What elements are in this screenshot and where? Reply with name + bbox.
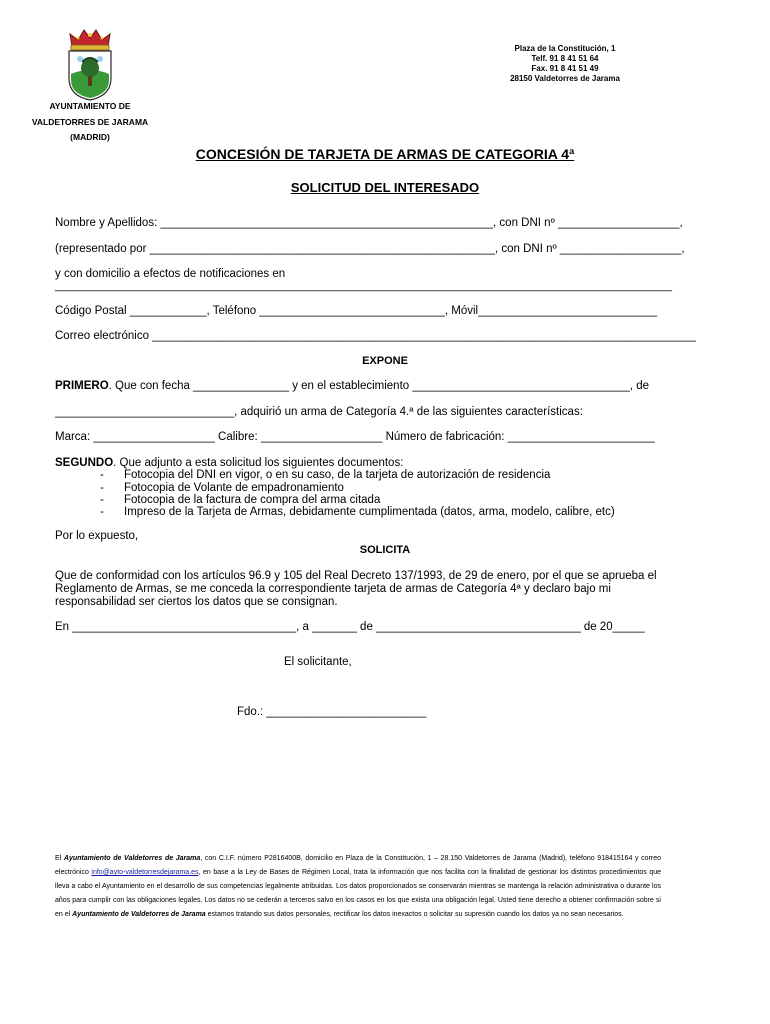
document-item	[100, 494, 380, 506]
solicita-heading: SOLICITA	[359, 544, 411, 556]
ayto-line-3: (MADRID)	[70, 132, 110, 142]
primero-text: . Que con fecha _______________ y en el establecimiento __________________________________, de	[108, 380, 650, 392]
document-item	[100, 469, 550, 481]
marca-calibre-field[interactable]: Marca: ___________________ Calibre: ___________________ Número de fabricación: _______________________	[55, 431, 655, 443]
address-phone: Telf. 91 8 41 51 64	[531, 54, 599, 63]
document-item	[100, 506, 615, 518]
expone-heading: EXPONE	[362, 355, 408, 367]
segundo-label: SEGUNDO	[55, 457, 114, 469]
legal-ayto-name: Ayuntamiento de Valdetorres de Jarama	[63, 855, 201, 862]
bullet-dash: -	[100, 506, 104, 518]
primero-line-2[interactable]: ____________________________, adquirió un arma de Categoría 4.ª de las siguientes características:	[55, 406, 583, 418]
bullet-dash: -	[100, 494, 104, 506]
legal-text: El	[55, 855, 64, 862]
address-fax: Fax. 91 8 41 51 49	[531, 64, 599, 73]
codigo-postal-field[interactable]: Código Postal ____________, Teléfono _____________________________, Móvil____________________________	[55, 305, 658, 317]
document-item	[100, 482, 344, 494]
domicilio-label: y con domicilio a efectos de notificaciones en	[55, 268, 286, 280]
legal-text: , con C.I.F. número P2816400B, domicilio en Plaza de la Constitución, 1 – 28.150 Valdetorres de Jarama (Madrid), teléfono 918415164 y correo electrónico	[55, 855, 661, 876]
address-block	[470, 44, 660, 84]
primero-line[interactable]	[55, 380, 649, 392]
solicitante-label: El solicitante,	[284, 656, 352, 668]
email-link[interactable]: info@ayto-valdetorresdejarama.es	[91, 869, 199, 876]
document-item-text: Fotocopia de la factura de compra del arma citada	[124, 494, 381, 506]
segundo-line	[55, 457, 403, 469]
representado-field[interactable]: (representado por ______________________________________________________, con DNI nº ___________________,	[55, 243, 685, 255]
document-item-text: Fotocopia del DNI en vigor, o en su caso, de la tarjeta de autorización de residencia	[124, 469, 551, 481]
por-lo-expuesto: Por lo expuesto,	[55, 530, 139, 542]
primero-label: PRIMERO	[55, 380, 109, 392]
segundo-text: . Que adjunto a esta solicitud los siguientes documentos:	[113, 457, 404, 469]
lugar-fecha-field[interactable]: En ___________________________________, a _______ de ________________________________ de 20_____	[55, 621, 645, 633]
nombre-field[interactable]: Nombre y Apellidos: ____________________________________________________, con DNI nº ___________________,	[55, 217, 683, 229]
document-subtitle: SOLICITUD DEL INTERESADO	[290, 180, 480, 195]
document-item-text: Fotocopia de Volante de empadronamiento	[124, 482, 344, 494]
ayto-line-2: VALDETORRES DE JARAMA	[31, 117, 149, 127]
document-title: CONCESIÓN DE TARJETA DE ARMAS DE CATEGORIA 4ª	[195, 146, 575, 162]
firma-field[interactable]: Fdo.: _________________________	[237, 706, 427, 718]
legal-text: estamos tratando sus datos personales, rectificar los datos inexactos o solicitar su supresión cuando los datos ya no sean necesarios.	[205, 911, 624, 918]
document-item-text: Impreso de la Tarjeta de Armas, debidamente cumplimentada (datos, arma, modelo, calibre, etc)	[124, 506, 615, 518]
address-street: Plaza de la Constitución, 1	[514, 44, 616, 53]
legal-text: , en base a la Ley de Bases de Régimen Local, trata la información que nos facilita con la finalidad de gestionar los distintos procedimientos que lleva a cabo el Ayuntamiento en el desarrollo de sus competencias legalmente atribuidas. Los datos proporcionados se conservarán mientras se mantenga la relación administrativa o durante los años para cumplir con las obligaciones legales. Los datos no se cederán a terceros salvo en los casos en los que exista una obligación legal. Usted tiene derecho a obtener confirmación sobre si en el	[55, 869, 662, 918]
bullet-dash: -	[100, 482, 104, 494]
domicilio-field[interactable]: __________________________________________________________________________________________________________	[55, 280, 672, 292]
coat-of-arms-logo	[64, 26, 116, 102]
ayto-line-1: AYUNTAMIENTO DE	[49, 101, 131, 111]
privacy-notice	[55, 852, 661, 922]
legal-ayto-name: Ayuntamiento de Valdetorres de Jarama	[72, 911, 206, 918]
bullet-dash: -	[100, 469, 104, 481]
correo-field[interactable]: Correo electrónico _____________________________________________________________________________________	[55, 330, 696, 342]
address-postal: 28150 Valdetorres de Jarama	[510, 74, 620, 83]
solicita-paragraph: Que de conformidad con los artículos 96.9 y 105 del Real Decreto 137/1993, de 29 de enero, por el que se aprueba el Reglamento de Armas, se me conceda la correspondiente tarjeta de armas de Categoría 4ª y declaro bajo mi responsabilidad ser ciertos los datos que se consignan.	[55, 570, 657, 608]
